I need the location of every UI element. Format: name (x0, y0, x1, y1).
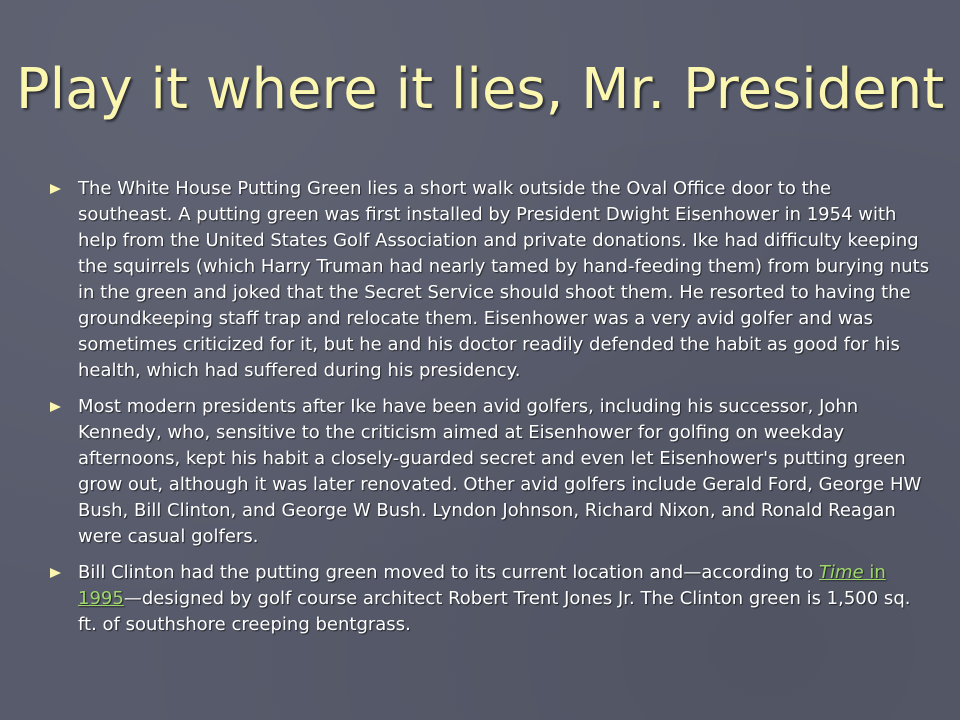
bullet-item (50, 176, 930, 384)
bullet-text-before-link: Bill Clinton had the putting green moved to its current location and—according to (78, 562, 820, 583)
bullet-text-after-link: —designed by golf course architect Robert Trent Jones Jr. The Clinton green is 1,500 sq. ft. of southshore creeping bentgrass. (78, 588, 911, 635)
link-rest-text: in 1995 (78, 562, 886, 609)
link-italic-text: Time (819, 562, 864, 583)
triangle-right-icon (50, 184, 61, 194)
bullet-text: Most modern presidents after Ike have been avid golfers, including his successor, John Kennedy, who, sensitive to the criticism aimed at Eisenhower for golfing on weekday afternoons, kept his habit a closely-guarded secret and even let Eisenhower's putting green grow out, although it was later renovated. Other avid golfers include Gerald Ford, George HW Bush, Bill Clinton, and George W Bush. Lyndon Johnson, Richard Nixon, and Ronald Reagan were casual golfers. (78, 396, 922, 547)
bullet-item (50, 560, 930, 638)
bullet-list (50, 176, 930, 648)
slide-title: Play it where it lies, Mr. President (15, 57, 945, 122)
triangle-right-icon (50, 568, 61, 578)
bullet-text: The White House Putting Green lies a short walk outside the Oval Office door to the southeast. A putting green was first installed by President Dwight Eisenhower in 1954 with help from the United States Golf Association and private donations. Ike had difficulty keeping the squirrels (which Harry Truman had nearly tamed by hand-feeding them) from burying nuts in the green and joked that the Secret Service should shoot them. He resorted to having the groundkeeping staff trap and relocate them. Eisenhower was a very avid golfer and was sometimes criticized for it, but he and his doctor readily defended the habit as good for his health, which had suffered during his presidency. (78, 178, 930, 381)
triangle-right-icon (50, 402, 61, 412)
bullet-item (50, 394, 930, 550)
